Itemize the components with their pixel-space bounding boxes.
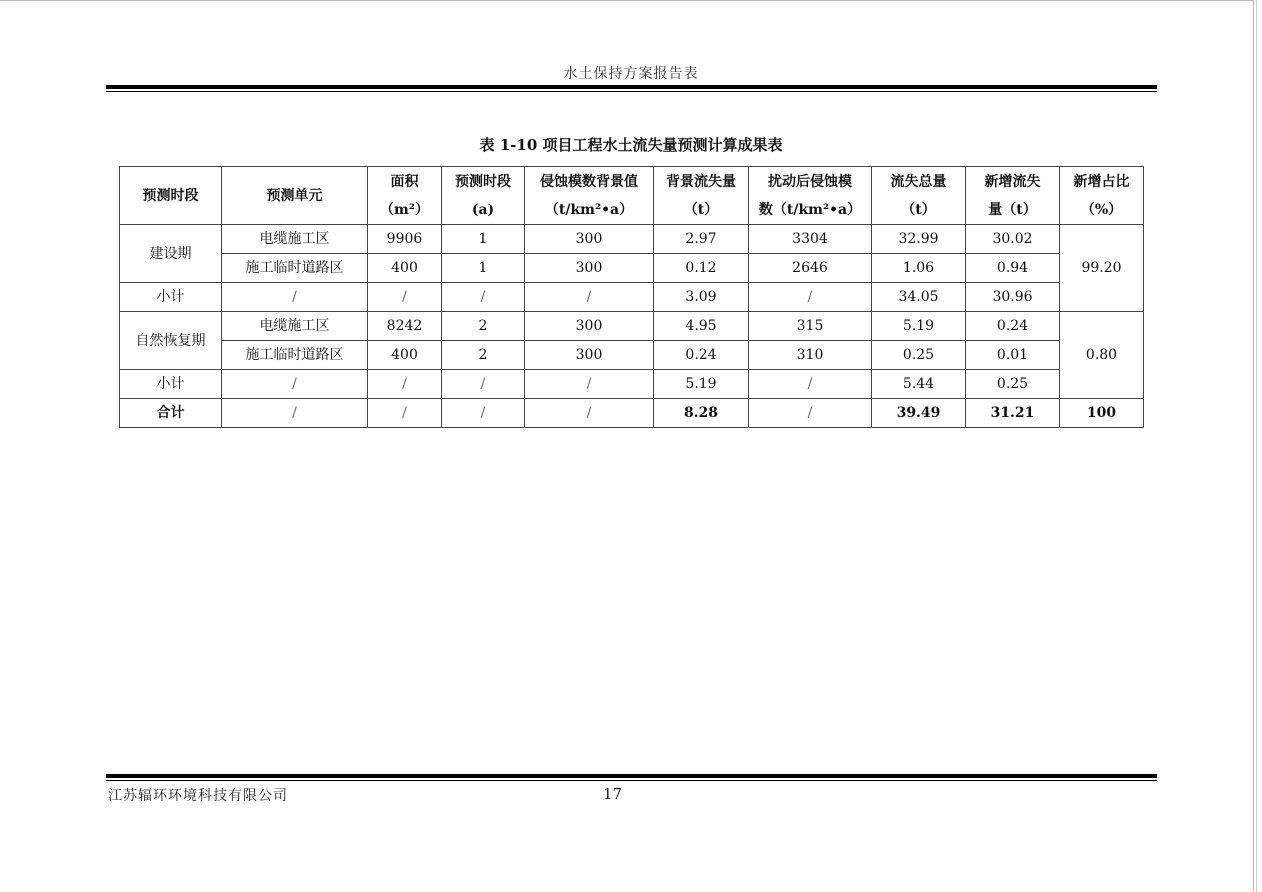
new-loss-cell: 31.21 xyxy=(966,399,1060,428)
ratio-cell: 0.80 xyxy=(1060,312,1144,399)
bg-loss-cell: 5.19 xyxy=(654,370,749,399)
new-loss-cell: 0.94 xyxy=(966,254,1060,283)
subtotal-row xyxy=(120,370,1144,399)
unit-cell: 电缆施工区 xyxy=(222,225,368,254)
dist-modulus-cell: 3304 xyxy=(749,225,872,254)
bg-modulus-cell: / xyxy=(525,370,654,399)
bg-modulus-cell: / xyxy=(525,283,654,312)
dist-modulus-cell: / xyxy=(749,283,872,312)
total-label: 合计 xyxy=(120,399,222,428)
bg-loss-cell: 0.24 xyxy=(654,341,749,370)
period-cell: 自然恢复期 xyxy=(120,312,222,370)
bg-modulus-cell: 300 xyxy=(525,341,654,370)
col-header-total-loss: 流失总量 （t） xyxy=(872,167,966,225)
footer-rule-thin xyxy=(106,780,1157,781)
unit-cell: / xyxy=(222,370,368,399)
new-loss-cell: 30.02 xyxy=(966,225,1060,254)
header-rule-thick xyxy=(106,85,1157,89)
area-cell: / xyxy=(368,399,442,428)
area-cell: 8242 xyxy=(368,312,442,341)
years-cell: 1 xyxy=(442,254,525,283)
bg-loss-cell: 2.97 xyxy=(654,225,749,254)
dist-modulus-cell: / xyxy=(749,399,872,428)
new-loss-cell: 0.01 xyxy=(966,341,1060,370)
years-cell: 2 xyxy=(442,312,525,341)
new-loss-cell: 0.25 xyxy=(966,370,1060,399)
bg-loss-cell: 0.12 xyxy=(654,254,749,283)
area-cell: / xyxy=(368,283,442,312)
col-header-new-loss: 新增流失 量（t） xyxy=(966,167,1060,225)
total-loss-cell: 32.99 xyxy=(872,225,966,254)
table-caption: 表 1-10 项目工程水土流失量预测计算成果表 xyxy=(479,136,783,154)
col-header-bg-loss: 背景流失量 （t） xyxy=(654,167,749,225)
area-cell: 9906 xyxy=(368,225,442,254)
bg-loss-cell: 3.09 xyxy=(654,283,749,312)
unit-cell: / xyxy=(222,283,368,312)
years-cell: 1 xyxy=(442,225,525,254)
total-loss-cell: 5.19 xyxy=(872,312,966,341)
area-cell: 400 xyxy=(368,341,442,370)
subtotal-row xyxy=(120,283,1144,312)
subtotal-label: 小计 xyxy=(120,283,222,312)
unit-cell: / xyxy=(222,399,368,428)
col-header-bg-modulus: 侵蚀模数背景值 （t/km²•a） xyxy=(525,167,654,225)
total-loss-cell: 5.44 xyxy=(872,370,966,399)
table-header-row xyxy=(120,167,1144,225)
ratio-cell: 99.20 xyxy=(1060,225,1144,312)
area-cell: 400 xyxy=(368,254,442,283)
years-cell: / xyxy=(442,370,525,399)
header-rule-thin xyxy=(106,91,1157,92)
col-header-area: 面积 （m²） xyxy=(368,167,442,225)
dist-modulus-cell: / xyxy=(749,370,872,399)
table-row xyxy=(120,254,1144,283)
dist-modulus-cell: 310 xyxy=(749,341,872,370)
footer-rule-thick xyxy=(106,774,1157,778)
col-header-ratio: 新增占比 （%） xyxy=(1060,167,1144,225)
new-loss-cell: 0.24 xyxy=(966,312,1060,341)
bg-loss-cell: 4.95 xyxy=(654,312,749,341)
table-row xyxy=(120,312,1144,341)
ratio-cell: 100 xyxy=(1060,399,1144,428)
document-header-title: 水土保持方案报告表 xyxy=(563,66,699,82)
total-loss-cell: 39.49 xyxy=(872,399,966,428)
dist-modulus-cell: 2646 xyxy=(749,254,872,283)
page-number: 17 xyxy=(603,785,623,803)
total-row xyxy=(120,399,1144,428)
years-cell: / xyxy=(442,283,525,312)
unit-cell: 电缆施工区 xyxy=(222,312,368,341)
table-row xyxy=(120,341,1144,370)
area-cell: / xyxy=(368,370,442,399)
table-row xyxy=(120,225,1144,254)
subtotal-label: 小计 xyxy=(120,370,222,399)
bg-modulus-cell: 300 xyxy=(525,254,654,283)
col-header-years: 预测时段 (a) xyxy=(442,167,525,225)
period-cell: 建设期 xyxy=(120,225,222,283)
total-loss-cell: 34.05 xyxy=(872,283,966,312)
bg-modulus-cell: 300 xyxy=(525,225,654,254)
unit-cell: 施工临时道路区 xyxy=(222,341,368,370)
unit-cell: 施工临时道路区 xyxy=(222,254,368,283)
bg-loss-cell: 8.28 xyxy=(654,399,749,428)
footer-company-name: 江苏辐环环境科技有限公司 xyxy=(108,788,288,804)
col-header-unit: 预测单元 xyxy=(222,167,368,225)
bg-modulus-cell: / xyxy=(525,399,654,428)
new-loss-cell: 30.96 xyxy=(966,283,1060,312)
years-cell: 2 xyxy=(442,341,525,370)
bg-modulus-cell: 300 xyxy=(525,312,654,341)
col-header-period: 预测时段 xyxy=(120,167,222,225)
soil-loss-table xyxy=(119,166,1144,428)
total-loss-cell: 1.06 xyxy=(872,254,966,283)
dist-modulus-cell: 315 xyxy=(749,312,872,341)
col-header-dist-modulus: 扰动后侵蚀模 数（t/km²•a） xyxy=(749,167,872,225)
total-loss-cell: 0.25 xyxy=(872,341,966,370)
years-cell: / xyxy=(442,399,525,428)
